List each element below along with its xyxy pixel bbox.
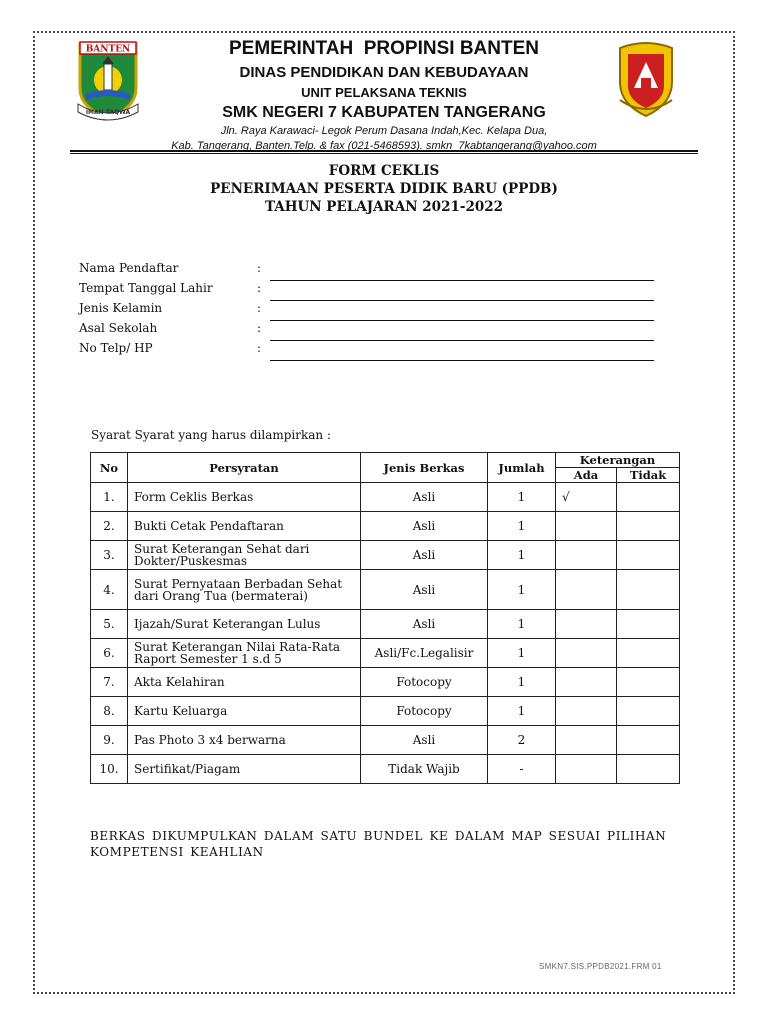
row-document-type: Asli — [361, 726, 488, 755]
row-ada-checkbox[interactable] — [556, 668, 617, 697]
row-ada-checkbox[interactable] — [556, 697, 617, 726]
row-no: 7. — [91, 668, 128, 697]
row-quantity: 1 — [488, 668, 556, 697]
form-title — [0, 162, 768, 216]
row-document-type: Asli — [361, 610, 488, 639]
row-no: 1. — [91, 483, 128, 512]
field-label: Tempat Tanggal Lahir — [79, 281, 213, 295]
row-ada-checkbox[interactable] — [556, 726, 617, 755]
address-line-2: Kab. Tangerang, Banten.Telp. & fax (021-5468593). smkn_7kabtangerang@yahoo.com — [171, 140, 597, 152]
row-tidak-checkbox[interactable] — [617, 541, 680, 570]
form-title-line-3: TAHUN PELAJARAN 2021-2022 — [264, 199, 504, 215]
row-requirement: Pas Photo 3 x4 berwarna — [128, 726, 361, 755]
logo-banten-text: BANTEN — [85, 44, 131, 55]
table-row — [91, 512, 680, 541]
row-quantity: - — [488, 755, 556, 784]
row-requirement: Form Ceklis Berkas — [128, 483, 361, 512]
row-tidak-checkbox[interactable] — [617, 755, 680, 784]
submission-note: BERKAS DIKUMPULKAN DALAM SATU BUNDEL KE DALAM MAP SESUAI PILIHAN KOMPETENSI KEAHLIAN — [90, 829, 667, 859]
table-row — [91, 668, 680, 697]
table-row — [91, 726, 680, 755]
table-row — [91, 483, 680, 512]
row-requirement: Ijazah/Surat Keterangan Lulus — [128, 610, 361, 639]
government-title: PEMERINTAH PROPINSI BANTEN — [228, 38, 539, 59]
row-ada-checkbox[interactable] — [556, 755, 617, 784]
row-tidak-checkbox[interactable] — [617, 697, 680, 726]
header-persyratan: Persyratan — [128, 453, 361, 483]
row-document-type: Asli — [361, 570, 488, 610]
row-quantity: 1 — [488, 483, 556, 512]
row-requirement: Akta Kelahiran — [128, 668, 361, 697]
field-colon: : — [257, 261, 262, 275]
field-colon: : — [257, 321, 262, 335]
row-no: 3. — [91, 541, 128, 570]
row-ada-checkbox[interactable] — [556, 610, 617, 639]
row-document-type: Fotocopy — [361, 668, 488, 697]
address-line-1: Jln. Raya Karawaci- Legok Perum Dasana Indah,Kec. Kelapa Dua, — [220, 125, 548, 137]
field-colon: : — [257, 341, 262, 355]
department-title: DINAS PENDIDIKAN DAN KEBUDAYAAN — [239, 64, 529, 81]
table-row — [91, 639, 680, 668]
logo-motto-text: IMAN TAQWA — [85, 109, 131, 116]
row-tidak-checkbox[interactable] — [617, 570, 680, 610]
form-title-line-1: FORM CEKLIS — [328, 163, 440, 179]
row-ada-checkbox[interactable] — [556, 639, 617, 668]
row-ada-checkbox[interactable]: √ — [556, 483, 617, 512]
field-label: Nama Pendaftar — [79, 261, 179, 275]
requirements-table — [90, 452, 680, 784]
row-tidak-checkbox[interactable] — [617, 668, 680, 697]
row-document-type: Asli — [361, 512, 488, 541]
header-jumlah: Jumlah — [488, 453, 556, 483]
letterhead — [140, 36, 628, 154]
row-no: 6. — [91, 639, 128, 668]
row-tidak-checkbox[interactable] — [617, 483, 680, 512]
field-label: No Telp/ HP — [79, 341, 153, 355]
header-ada: Ada — [556, 468, 617, 483]
row-document-type: Asli/Fc.Legalisir — [361, 639, 488, 668]
fill-in-line[interactable] — [270, 280, 654, 281]
row-no: 4. — [91, 570, 128, 610]
header-no: No — [91, 453, 128, 483]
form-code: SMKN7.SIS.PPDB2021.FRM 01 — [539, 962, 662, 971]
row-requirement: Surat Keterangan Sehat dari Dokter/Puskesmas — [128, 541, 361, 570]
row-quantity: 2 — [488, 726, 556, 755]
row-quantity: 1 — [488, 697, 556, 726]
header-divider-thin — [70, 153, 698, 154]
row-no: 2. — [91, 512, 128, 541]
field-label: Asal Sekolah — [79, 321, 158, 335]
row-no: 5. — [91, 610, 128, 639]
row-document-type: Fotocopy — [361, 697, 488, 726]
field-label: Jenis Kelamin — [79, 301, 163, 315]
fill-in-line[interactable] — [270, 340, 654, 341]
row-requirement: Sertifikat/Piagam — [128, 755, 361, 784]
row-quantity: 1 — [488, 512, 556, 541]
row-no: 9. — [91, 726, 128, 755]
table-row — [91, 697, 680, 726]
header-divider-thick — [70, 150, 698, 152]
fill-in-line[interactable] — [270, 320, 654, 321]
row-tidak-checkbox[interactable] — [617, 610, 680, 639]
row-no: 8. — [91, 697, 128, 726]
header-jenis-berkas: Jenis Berkas — [361, 453, 488, 483]
row-quantity: 1 — [488, 541, 556, 570]
row-quantity: 1 — [488, 610, 556, 639]
banten-emblem-logo — [72, 38, 144, 122]
header-tidak: Tidak — [617, 468, 680, 483]
school-name: SMK NEGERI 7 KABUPATEN TANGERANG — [222, 104, 546, 121]
row-tidak-checkbox[interactable] — [617, 726, 680, 755]
row-document-type: Tidak Wajib — [361, 755, 488, 784]
fill-in-line[interactable] — [270, 360, 654, 361]
field-colon: : — [257, 281, 262, 295]
table-row — [91, 755, 680, 784]
row-requirement: Surat Keterangan Nilai Rata-Rata Raport Semester 1 s.d 5 — [128, 639, 361, 668]
row-ada-checkbox[interactable] — [556, 512, 617, 541]
row-requirement: Surat Pernyataan Berbadan Sehat dari Orang Tua (bermaterai) — [128, 570, 361, 610]
requirements-label: Syarat Syarat yang harus dilampirkan : — [91, 428, 331, 442]
header-keterangan: Keterangan — [556, 453, 680, 468]
row-tidak-checkbox[interactable] — [617, 512, 680, 541]
row-requirement: Bukti Cetak Pendaftaran — [128, 512, 361, 541]
row-document-type: Asli — [361, 483, 488, 512]
row-ada-checkbox[interactable] — [556, 570, 617, 610]
row-quantity: 1 — [488, 570, 556, 610]
row-quantity: 1 — [488, 639, 556, 668]
field-colon: : — [257, 301, 262, 315]
unit-title: UNIT PELAKSANA TEKNIS — [301, 85, 467, 100]
row-ada-checkbox[interactable] — [556, 541, 617, 570]
table-row — [91, 541, 680, 570]
fill-in-line[interactable] — [270, 300, 654, 301]
row-requirement: Kartu Keluarga — [128, 697, 361, 726]
table-row — [91, 610, 680, 639]
form-title-line-2: PENERIMAAN PESERTA DIDIK BARU (PPDB) — [210, 181, 558, 197]
row-no: 10. — [91, 755, 128, 784]
table-row — [91, 570, 680, 610]
row-tidak-checkbox[interactable] — [617, 639, 680, 668]
row-document-type: Asli — [361, 541, 488, 570]
